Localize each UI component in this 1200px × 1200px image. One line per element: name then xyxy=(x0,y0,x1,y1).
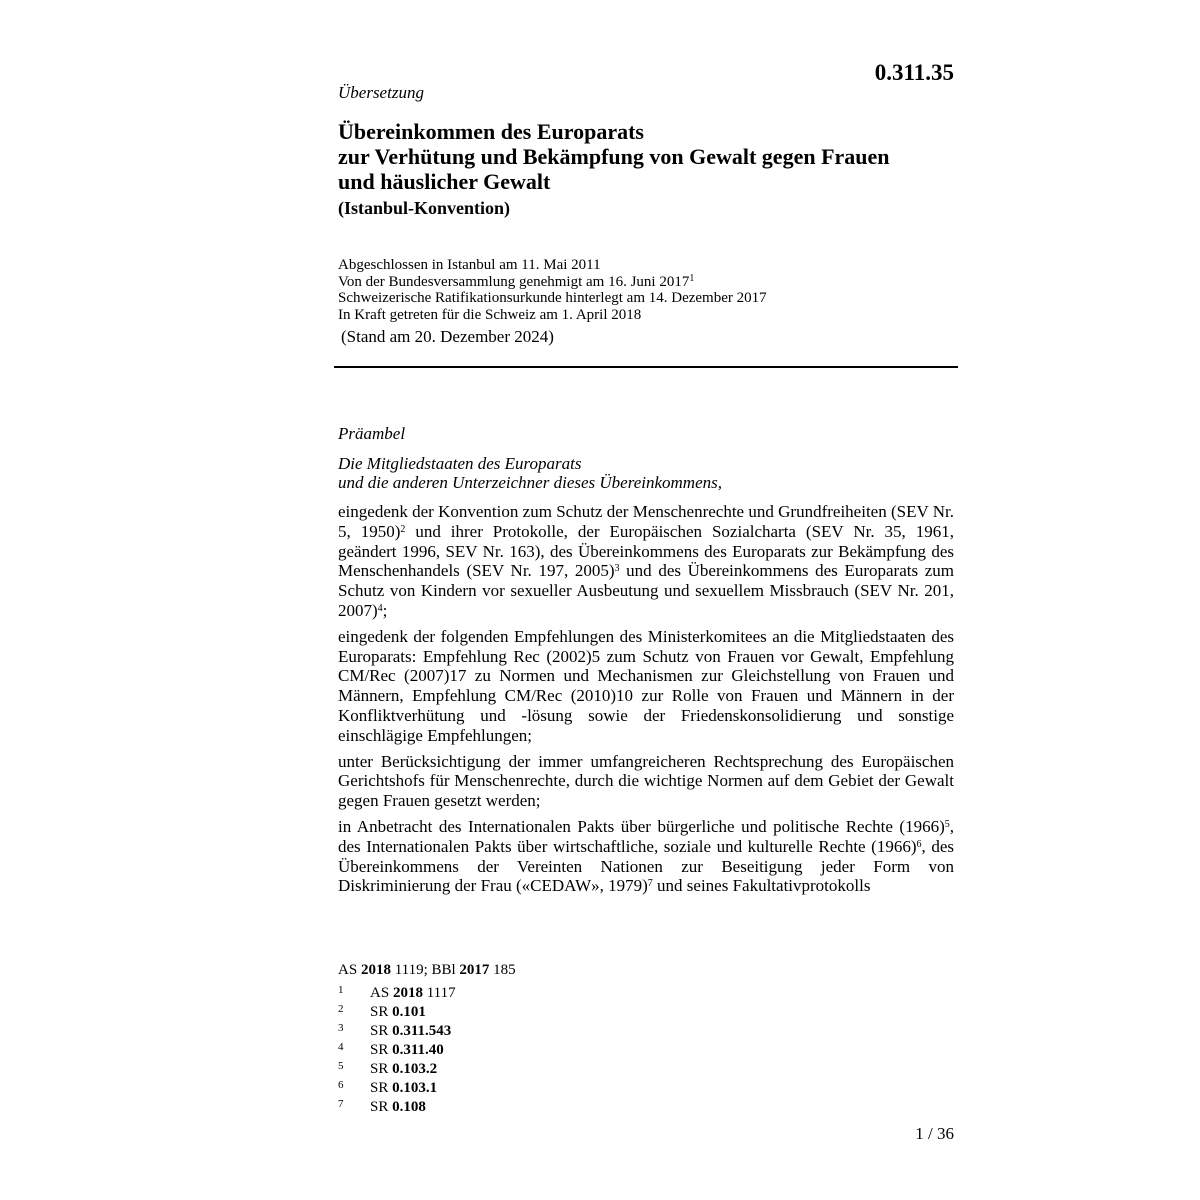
concluded-date: Abgeschlossen in Istanbul am 11. Mai 2011 xyxy=(338,257,601,273)
footnote-item: 2 SR 0.101 xyxy=(338,1003,426,1020)
translation-label: Übersetzung xyxy=(338,83,424,102)
footnote-ref-3[interactable]: 3 xyxy=(614,563,620,575)
footnote-link[interactable]: 0.103.2 xyxy=(392,1061,438,1077)
official-collection-reference: AS 2018 1119; BBl 2017 185 xyxy=(338,962,516,978)
status-date: (Stand am 20. Dezember 2024) xyxy=(341,327,554,346)
footnote-link[interactable]: 0.311.40 xyxy=(392,1042,444,1058)
footnote-link[interactable]: 0.101 xyxy=(392,1004,426,1020)
footnote-item: 3 SR 0.311.543 xyxy=(338,1022,452,1039)
footnote-ref-6[interactable]: 6 xyxy=(916,838,922,850)
title-line-2: zur Verhütung und Bekämpfung von Gewalt gegen Frauen xyxy=(338,144,890,169)
footnote-item: 5 SR 0.103.2 xyxy=(338,1060,438,1077)
footnote-ref-2[interactable]: 2 xyxy=(400,523,406,535)
adoption-metadata xyxy=(338,257,767,323)
preamble-paragraph-3: unter Berücksichtigung der immer umfangreicheren Rechtsprechung des Europäischen Gerichtshofs für Menschenrechte, durch die wichtige Normen auf dem Gebiet der Gewalt gegen Frauen gesetzt werden; xyxy=(338,751,954,811)
preamble-paragraph-4: in Anbetracht des Internationalen Pakts über bürgerliche und politische Rechte $(1966)^5$, des Internationalen Pakts über wirtschaftliche, soziale und kulturelle Rechte $(1966)^6$, des Übereinkommens der Vereinten Nationen zur Beseitigung jeder Form von Diskriminierung der Frau («CEDAW», 1979)$^7$ und seines Fakultativprotokolls xyxy=(338,816,954,896)
preamble-paragraph-2: eingedenk der folgenden Empfehlungen des Ministerkomitees an die Mitgliedstaaten des Europarats: Empfehlung Rec (2002)5 zum Schutz von Frauen vor Gewalt, Empfehlung CM/Rec (2007)17 zu Normen und Mechanismen zur Gleichstellung von Frauen und Männern, Empfehlung CM/Rec (2010)10 zur Rolle von Frauen und Männern in der Konfliktverhütung und -lösung sowie der Friedenskonsolidierung und sonstige einschlägige Empfehlungen; xyxy=(338,626,954,745)
footnote-list xyxy=(338,982,456,1115)
footnote-ref-7[interactable]: 7 xyxy=(647,878,653,890)
footnote-ref-1[interactable]: 1 xyxy=(689,272,695,284)
footnote-ref-4[interactable]: 4 xyxy=(377,602,383,614)
document-title xyxy=(338,119,978,194)
header-divider xyxy=(334,366,958,368)
intro-line-1: Die Mitgliedstaaten des Europarats xyxy=(338,454,582,473)
in-force-date: In Kraft getreten für die Schweiz am 1. April 2018 xyxy=(338,306,642,323)
title-line-1: Übereinkommen des Europarats xyxy=(338,119,644,144)
ratification-date: Schweizerische Ratifikationsurkunde hinterlegt am 14. Dezember 2017 xyxy=(338,290,767,306)
footnote-item: 6 SR 0.103.1 xyxy=(338,1079,438,1096)
preamble-heading: Präambel xyxy=(338,424,406,443)
document-subtitle: (Istanbul-Konvention) xyxy=(338,198,511,218)
footnote-item: 4 SR 0.311.40 xyxy=(338,1041,444,1058)
preamble-intro xyxy=(338,454,722,492)
footnote-ref-5[interactable]: 5 xyxy=(944,818,950,830)
page-number: 1 / 36 xyxy=(915,1124,954,1143)
footnote-link[interactable]: 0.311.543 xyxy=(392,1023,452,1039)
footnote-link[interactable]: 0.103.1 xyxy=(392,1080,438,1096)
title-line-3: und häuslicher Gewalt xyxy=(338,169,551,194)
footnote-item: 1 AS 2018 1117 xyxy=(338,984,456,1001)
sr-number: 0.311.35 xyxy=(874,60,954,85)
preamble-paragraph-1: eingedenk der Konvention zum Schutz der Menschenrechte und Grundfreiheiten (SEV Nr. 5, 1950)$^2$ und ihrer Protokolle, der Europäischen Sozialcharta (SEV Nr. 35, 1961, geändert 1996, SEV Nr. 163), des Übereinkommens des Europarats zur Bekämpfung des Menschenhandels (SEV Nr. 197, 2005)$^3$ und des Übereinkommens des Europarats zum Schutz von Kindern vor sexueller Ausbeutung und sexuellem Missbrauch (SEV Nr. 201, 2007)$^4$; xyxy=(338,502,954,620)
intro-line-2: und die anderen Unterzeichner dieses Übereinkommens, xyxy=(338,473,722,492)
preamble-body xyxy=(338,502,954,902)
footnote-item: 7 SR 0.108 xyxy=(338,1098,426,1115)
footnote-link[interactable]: 0.108 xyxy=(392,1099,426,1115)
approved-date: Von der Bundesversammlung genehmigt am 16. Juni 2017$^1$ xyxy=(338,272,695,290)
